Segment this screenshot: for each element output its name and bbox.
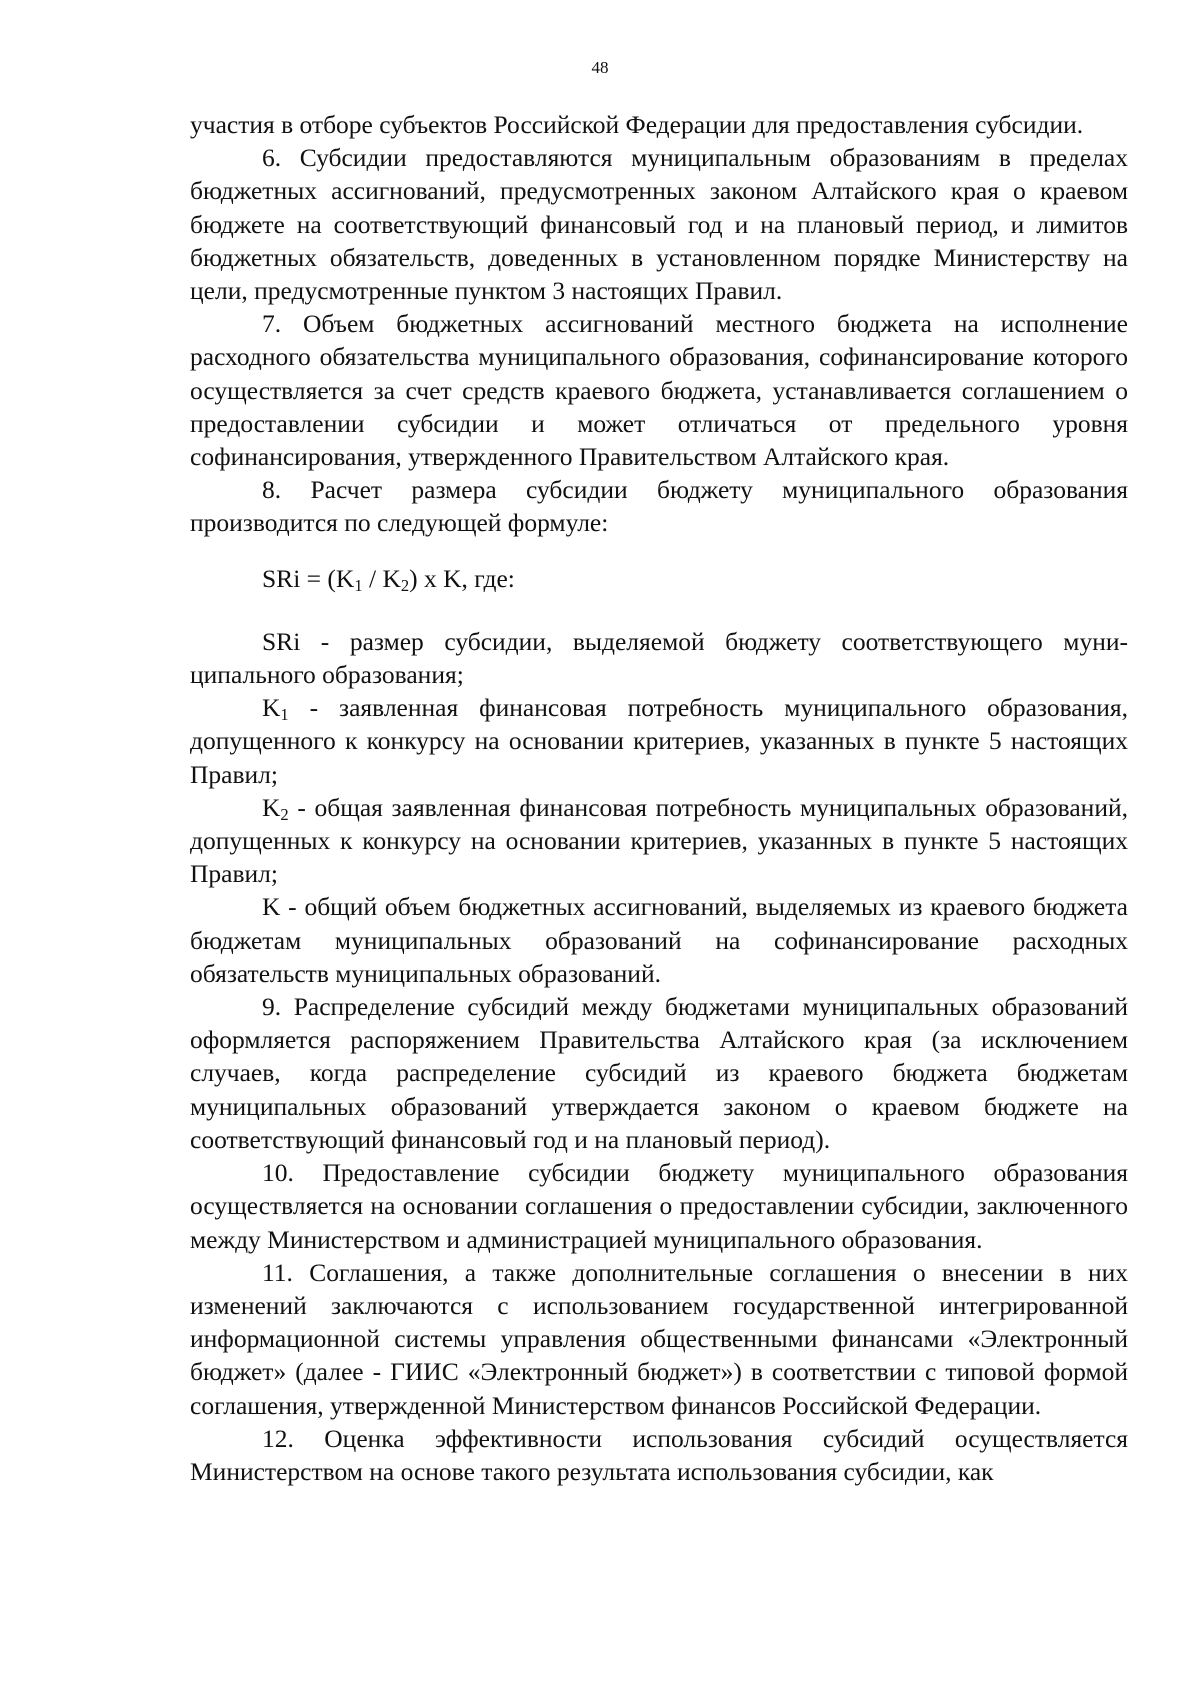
paragraph-11: 11. Соглашения, а также дополнительные соглашения о внесении в них изменений заключаются с использованием государственной интегрированной информационной системы управления общественными финансами «Электронный бюджет» (далее - ГИИС «Электронный бюджет») в соответствии с типовой формой соглашения, утвержденной Министерством финансов Российской Федерации. [190,1257,1128,1420]
paragraph-continuation: участия в отборе субъектов Российской Федерации для предоставления субсидии. [190,110,1084,139]
formula-part-2: / K [362,563,401,593]
paragraph-6: 6. Субсидии предоставляются муниципальным образованиям в пределах бюджетных ассигнований, предусмотренных законом Алтайского края о краевом бюджете на соответствующий финансовый год и на плановый период, и лимитов бюджетных обязательств, доведенных в установленном порядке Министерству на цели, предусмотренные пунктом 3 настоящих Правил. [190,143,1128,306]
definition-k2-text: - общая заявленная финансовая потребность муниципальных образований, допущенных к конкурсу на основании критериев, указанных в пункте 5 настоящих Правил; [190,792,1128,889]
formula [190,562,1128,595]
formula-subscript-2: 2 [400,575,410,595]
definition-k1-text: - заявленная финансовая потребность муниципального образования, допущенного к конкурсу на основании критериев, указанных в пункте 5 настоящих Правил; [190,693,1128,789]
paragraph-7: 7. Объем бюджетных ассигнований местного бюджета на исполнение расходного обязательства муниципального образования, софинансирование которого осуществляется за счет средств краевого бюджета, устанавливается соглашением о предоставлении субсидии и может отличаться от предельного уровня софинансирования, утвержденного Правительством Алтайского края. [190,309,1128,472]
formula-part-3: ) x K, где: [409,563,515,593]
definition-k2 [190,791,1128,891]
document-body [190,108,1128,1488]
page-number: 48 [591,58,609,77]
definition-k1-subscript: 1 [280,705,289,725]
definition-k1-symbol: K [262,693,281,723]
definition-k2-subscript: 2 [280,805,289,824]
definition-k1 [190,691,1128,791]
paragraph-10: 10. Предоставление субсидии бюджету муниципального образования осуществляется на основании соглашения о предоставлении субсидии, заключенного между Министерством и администрацией муниципального образования. [190,1158,1128,1254]
formula-subscript-1: 1 [354,575,363,595]
definition-k: K - общий объем бюджетных ассигнований, выделяемых из краевого бюджета бюджетам муниципальных образований на софинансирование расходных обязательств муниципальных образований. [190,892,1128,988]
paragraph-8: 8. Расчет размера субсидии бюджету муниципального образования производится по следующей формуле: [190,475,1128,538]
paragraph-9: 9. Распределение субсидий между бюджетами муниципальных образований оформляется распоряжением Правительства Алтайского края (за исключением случаев, когда распределение субсидий из краевого бюджета бюджетам муниципальных образований утверждается законом о краевом бюджете на соответствующий финансовый год и на плановый период). [190,992,1128,1154]
definition-k2-symbol: K [262,792,281,822]
definition-sri: SRi - размер субсидии, выделяемой бюджету соответствующего муниципального образования; [190,626,1128,690]
formula-part-1: SRi = (K [262,563,355,593]
paragraph-12: 12. Оценка эффективности использования субсидий осуществляется Министерством на основе такого результата использования субсидии, как [190,1423,1128,1486]
